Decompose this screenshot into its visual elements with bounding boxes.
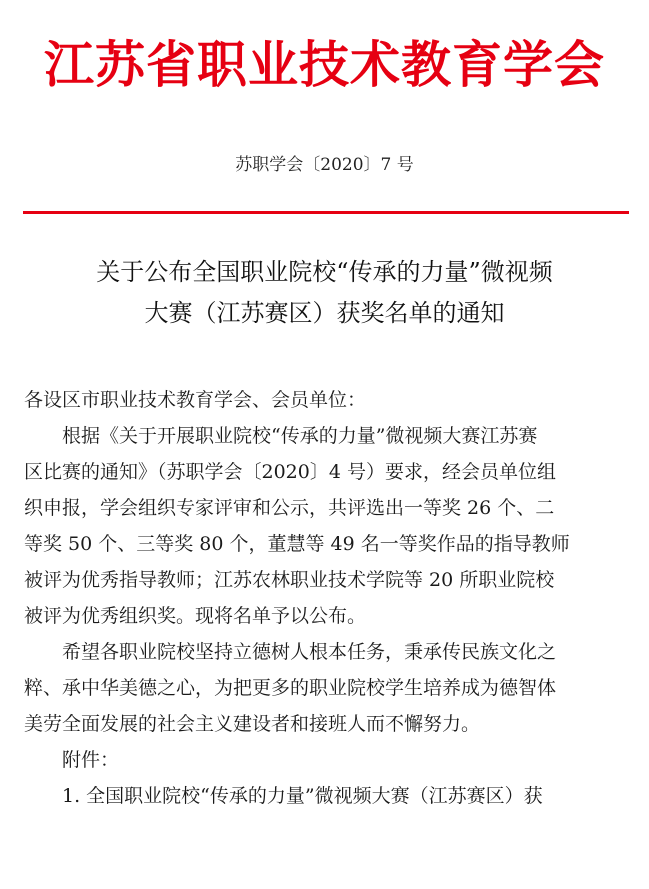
salutation: 各设区市职业技术教育学会、会员单位： <box>24 389 367 411</box>
paragraph-1-line: 等奖 50 个、三等奖 80 个，董慧等 49 名一等奖作品的指导教师 <box>24 533 570 555</box>
paragraph-2-line: 希望各职业院校坚持立德树人根本任务，秉承传民族文化之 <box>62 641 557 663</box>
attachment-item: 1. 全国职业院校“传承的力量”微视频大赛（江苏赛区）获 <box>62 785 543 807</box>
paragraph-1-line: 根据《关于开展职业院校“传承的力量”微视频大赛江苏赛 <box>62 425 538 447</box>
document-title-line-1: 关于公布全国职业院校“传承的力量”微视频 <box>96 258 553 286</box>
paragraph-2-line: 美劳全面发展的社会主义建设者和接班人而不懈努力。 <box>24 713 481 735</box>
document-number: 苏职学会〔2020〕7 号 <box>235 155 414 175</box>
document-title <box>0 252 649 334</box>
letterhead-red-rule <box>23 211 629 214</box>
letterhead-organization: 江苏省职业技术教育学会 <box>44 35 605 94</box>
document-title-line-2: 大赛（江苏赛区）获奖名单的通知 <box>144 299 505 327</box>
paragraph-2-line: 粹、承中华美德之心，为把更多的职业院校学生培养成为德智体 <box>24 677 557 699</box>
paragraph-1-line: 区比赛的通知》（苏职学会〔2020〕4 号）要求，经会员单位组 <box>24 461 556 483</box>
attachment-label: 附件： <box>62 749 120 771</box>
paragraph-1-line: 被评为优秀指导教师；江苏农林职业技术学院等 20 所职业院校 <box>24 569 555 591</box>
document-body <box>24 382 629 814</box>
paragraph-1-line: 被评为优秀组织奖。现将名单予以公布。 <box>24 605 367 627</box>
paragraph-1-line: 织申报，学会组织专家评审和公示，共评选出一等奖 26 个、二 <box>24 497 555 519</box>
